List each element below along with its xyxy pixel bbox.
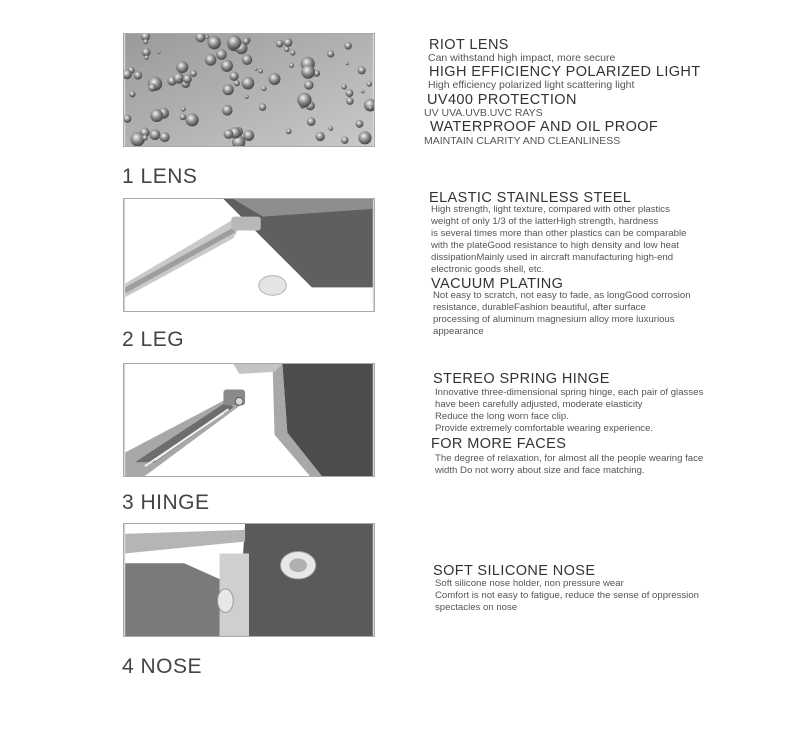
desc-line: electronic goods shell, etc. [431, 264, 545, 276]
water-droplet [181, 107, 186, 112]
water-droplet [243, 130, 254, 141]
water-droplet [304, 80, 313, 89]
water-droplet [290, 50, 295, 55]
feature-title-uv400: UV400 PROTECTION [427, 92, 577, 108]
feature-title-spring-hinge: STEREO SPRING HINGE [433, 371, 610, 387]
water-droplet [368, 105, 373, 110]
water-droplet [229, 72, 238, 81]
desc-line: spectacles on nose [435, 602, 518, 614]
water-droplet [286, 129, 292, 135]
water-droplet [142, 48, 151, 57]
water-droplet [284, 46, 290, 52]
desc-line: Not easy to scratch, not easy to fade, as longGood corrosion [433, 290, 691, 301]
water-droplet [244, 95, 248, 99]
water-droplet [327, 50, 334, 57]
desc-line: with the plateGood resistance to high density and low heat [431, 240, 679, 252]
water-droplet [180, 114, 186, 120]
water-droplet [190, 70, 197, 77]
water-droplet [361, 90, 364, 93]
nose-pad-closeup-image [123, 523, 375, 637]
water-droplet [224, 129, 234, 139]
desc-line: is several times more than other plastics can be comparable [431, 228, 687, 240]
water-droplet [254, 68, 257, 71]
lens-water-droplets-image [123, 33, 375, 147]
desc-line: weight of only 1/3 of the latterHigh strength, hardness [431, 216, 659, 228]
feature-title-polarized: HIGH EFFICIENCY POLARIZED LIGHT [429, 64, 701, 80]
water-droplet [259, 103, 266, 110]
water-droplet [205, 35, 209, 39]
desc-line: processing of aluminum magnesium alloy more luxurious [433, 314, 675, 326]
feature-desc-elastic-steel [431, 204, 686, 277]
water-droplet [142, 135, 148, 141]
feature-title-riot-lens: RIOT LENS [429, 37, 509, 53]
water-droplet [258, 69, 263, 74]
water-droplet [143, 39, 148, 44]
desc-line: resistance, durableFashion beautiful, after surface [433, 302, 646, 314]
water-droplet [276, 40, 284, 48]
water-droplet [366, 81, 372, 87]
water-droplet [328, 126, 333, 131]
water-droplet [315, 132, 324, 141]
water-droplet [159, 132, 169, 142]
water-droplet [346, 89, 354, 97]
water-droplet [289, 63, 294, 68]
water-droplet [134, 71, 142, 79]
water-droplet [234, 80, 240, 86]
feature-desc-polarized: High efficiency polarized light scattering light [428, 79, 635, 91]
feature-title-more-faces: FOR MORE FACES [431, 436, 567, 452]
water-droplet [243, 38, 250, 45]
feature-desc-spring-hinge [435, 387, 703, 435]
water-droplet [183, 74, 192, 83]
feature-desc-vacuum-plating [433, 290, 691, 338]
water-droplet [216, 49, 227, 60]
desc-line: High strength, light texture, compared with other plastics [431, 204, 670, 215]
water-droplet [261, 86, 266, 91]
water-droplet [301, 65, 315, 79]
desc-line: have been carefully adjusted, moderate elasticity [435, 399, 643, 411]
water-droplet [344, 42, 352, 50]
water-droplet [242, 55, 252, 65]
feature-desc-silicone-nose [435, 578, 699, 614]
desc-line: Reduce the long worn face clip. [435, 411, 569, 423]
feature-desc-uv400: UV UVA.UVB.UVC RAYS [424, 107, 543, 119]
water-droplet [221, 60, 233, 72]
water-droplet [242, 77, 255, 90]
desc-line: Provide extremely comfortable wearing experience. [435, 423, 654, 435]
water-droplet [227, 35, 241, 49]
hinge-closeup-image [123, 363, 375, 477]
feature-title-elastic-steel: ELASTIC STAINLESS STEEL [429, 190, 632, 206]
feature-desc-more-faces [435, 453, 703, 477]
water-droplet [150, 109, 163, 122]
desc-line: The degree of relaxation, for almost all the people wearing face [435, 453, 704, 464]
water-droplet [150, 129, 161, 140]
water-droplet [144, 55, 149, 60]
water-droplet [358, 131, 371, 144]
feature-desc-riot-lens: Can withstand high impact, more secure [428, 52, 616, 64]
desc-line: dissipationMainly used in aircraft manufacturing high-end [431, 252, 674, 264]
water-droplet [148, 84, 156, 92]
water-droplet [268, 73, 280, 85]
feature-title-silicone-nose: SOFT SILICONE NOSE [433, 563, 596, 579]
section-label-lens: 1 LENS [122, 165, 198, 188]
water-droplet [297, 93, 311, 107]
water-droplet [341, 136, 348, 143]
water-droplet [355, 120, 363, 128]
desc-line: width Do not worry about size and face matching. [435, 465, 645, 477]
water-droplet [179, 76, 182, 79]
section-label-leg: 2 LEG [122, 328, 185, 351]
desc-line: Comfort is not easy to fatigue, reduce the sense of oppression [435, 590, 699, 602]
water-droplet [158, 51, 161, 54]
section-label-hinge: 3 HINGE [122, 491, 210, 514]
desc-line: appearance [433, 326, 484, 338]
water-droplet [346, 62, 349, 65]
water-droplet [284, 38, 293, 47]
water-droplet [307, 117, 316, 126]
water-droplet [346, 97, 354, 105]
leg-closeup-image [123, 198, 375, 312]
feature-desc-waterproof: MAINTAIN CLARITY AND CLEANLINESS [424, 135, 621, 147]
water-droplet [223, 84, 234, 95]
water-droplet [358, 66, 366, 74]
desc-line: Soft silicone nose holder, non pressure wear [435, 578, 624, 589]
water-droplet [341, 84, 347, 90]
water-droplet [129, 91, 135, 97]
feature-title-waterproof: WATERPROOF AND OIL PROOF [430, 119, 659, 135]
water-droplet [222, 105, 233, 116]
water-droplet [173, 73, 184, 84]
feature-title-vacuum-plating: VACUUM PLATING [431, 276, 564, 292]
desc-line: Innovative three-dimensional spring hinge, each pair of glasses [435, 387, 704, 398]
water-droplet [208, 36, 221, 49]
section-label-nose: 4 NOSE [122, 655, 203, 678]
water-droplet [176, 61, 188, 73]
water-droplet [186, 113, 199, 126]
water-droplet [205, 54, 217, 66]
